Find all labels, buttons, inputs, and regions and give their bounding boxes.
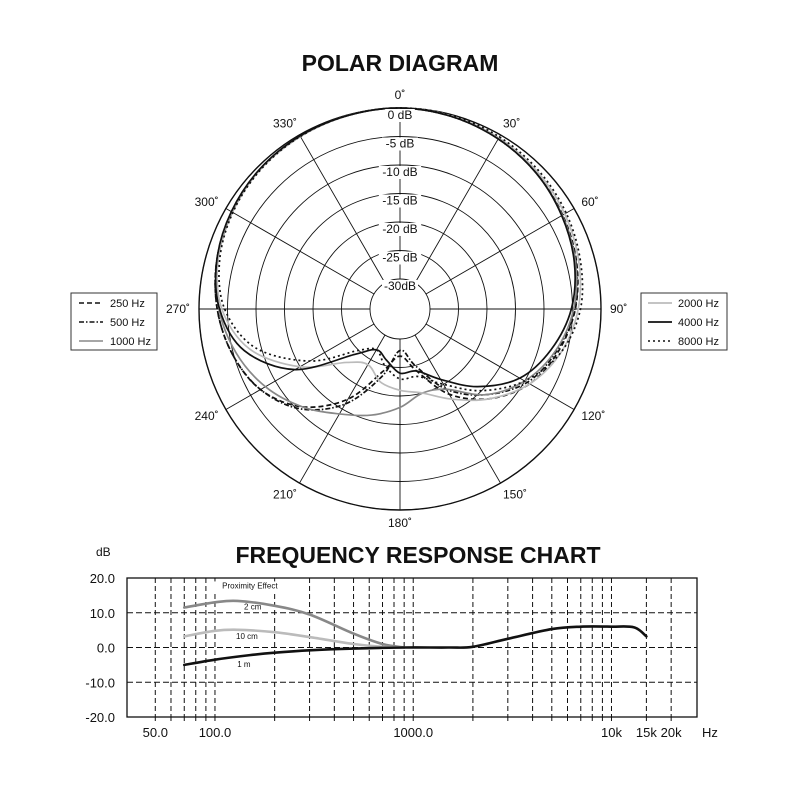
freq-annotation-1-m: 1 m — [237, 659, 251, 669]
freq-annotation-2-cm: 2 cm — [244, 602, 262, 612]
polar-angle-label-60: 60˚ — [581, 195, 599, 209]
polar-angle-label-30: 30˚ — [503, 116, 521, 131]
freq-xlabel: Hz — [702, 725, 718, 740]
freq-xtick-label-1000: 1000.0 — [393, 725, 434, 740]
polar-ring-label-25: -25 dB — [382, 250, 418, 265]
freq-grid — [127, 578, 697, 721]
freq-ytick-label-20: 20.0 — [89, 571, 115, 586]
polar-angle-label-90: 90˚ — [610, 302, 628, 316]
freq-xtick-label-20000: 20k — [660, 725, 682, 740]
freq-ytick-label-20: -20.0 — [85, 710, 115, 725]
polar-spoke-150 — [415, 335, 501, 483]
polar-angle-label-180: 180˚ — [387, 516, 413, 530]
polar-ring-label-0: 0 dB — [387, 108, 413, 122]
polar-ring-label-20: -20 dB — [382, 222, 418, 236]
legend-label-1000hz: 1000 Hz — [110, 336, 151, 348]
freq-xtick-label-100: 100.0 — [198, 725, 232, 740]
polar-ring-label-10: -10 dB — [382, 165, 418, 179]
freq-title: FREQUENCY RESPONSE CHART — [235, 542, 601, 568]
polar-title: POLAR DIAGRAM — [301, 50, 499, 76]
freq-annotation-10-cm: 10 cm — [236, 632, 258, 642]
legend-left — [71, 293, 157, 350]
legend-label-8000hz: 8000 Hz — [678, 336, 719, 348]
legend-label-4000hz: 4000 Hz — [678, 317, 719, 329]
polar-spoke-330 — [300, 135, 386, 283]
polar-ring-label-30: -30dB — [383, 279, 417, 293]
polar-angle-label-330: 330˚ — [272, 116, 297, 131]
polar-angle-label-0: 0˚ — [394, 88, 406, 102]
polar-angle-label-240: 240˚ — [194, 409, 219, 423]
polar-spoke-30 — [415, 135, 501, 283]
freq-ytick-label-10: 10.0 — [89, 605, 115, 621]
freq-xtick-label-50: 50.0 — [142, 725, 168, 740]
freq-annotation-proximity-effect: Proximity Effect — [222, 581, 278, 591]
legend-label-250hz: 250 Hz — [110, 298, 145, 310]
polar-angle-label-120: 120˚ — [581, 409, 606, 423]
freq-xtick-label-10000: 10k — [600, 725, 622, 740]
freq-ytick-label-0: 0.0 — [96, 640, 115, 656]
polar-angle-label-150: 150˚ — [503, 487, 528, 502]
freq-curve-10-cm — [184, 630, 404, 648]
legend-label-2000hz: 2000 Hz — [678, 298, 719, 310]
polar-angle-label-300: 300˚ — [194, 195, 219, 209]
freq-ylabel: dB — [96, 545, 111, 559]
freq-curve-2-cm — [184, 601, 404, 648]
legend-right — [641, 293, 727, 350]
legend-label-500hz: 500 Hz — [110, 317, 145, 329]
polar-ring-label-5: -5 dB — [385, 136, 415, 151]
polar-spoke-300 — [226, 209, 374, 295]
freq-ytick-label-10: -10.0 — [85, 675, 115, 691]
polar-spoke-60 — [426, 209, 574, 295]
polar-ring-label-15: -15 dB — [382, 193, 418, 208]
polar-angle-label-210: 210˚ — [272, 487, 297, 502]
freq-xtick-label-15000: 15k — [635, 725, 657, 740]
polar-angle-label-270: 270˚ — [165, 302, 190, 316]
